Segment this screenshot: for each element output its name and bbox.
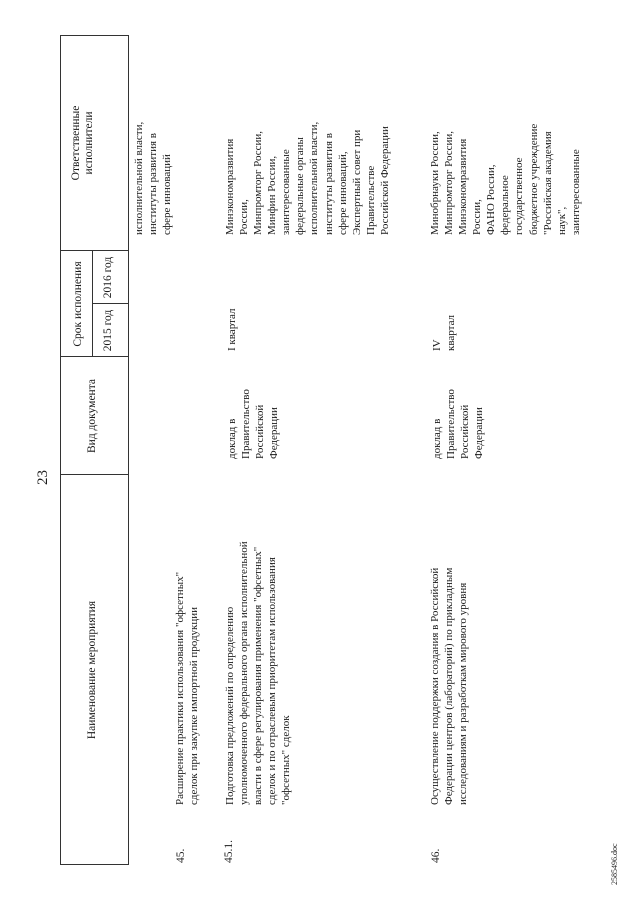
header-responsible-line1: Ответственные (70, 105, 82, 181)
header-doc-type: Вид документа (86, 379, 98, 453)
continued-line: институты развития в (147, 133, 160, 235)
responsible-line: Экспертный совет при (350, 129, 363, 235)
header-name: Наименование мероприятия (86, 600, 98, 740)
row-name-line: власти в сфере регулирования применения "офсетных" (252, 546, 265, 805)
row-name-line: уполномоченного федерального органа исполнительной (238, 541, 251, 805)
doc-type-line: Российской (254, 404, 267, 459)
responsible-line: Минпромторг России, (252, 130, 265, 235)
responsible-line: Минэкономразвития (224, 138, 236, 235)
responsible-line: исполнительной власти, (308, 121, 321, 235)
responsible-line: Минфин России, (266, 155, 279, 235)
header-2015: 2015 год (102, 309, 114, 352)
row-responsible (428, 35, 583, 235)
row-name-line: Подготовка предложений по определению (224, 606, 236, 805)
row-doc-type (225, 359, 281, 459)
row-name-line: "офсетных" сделок (280, 715, 293, 805)
responsible-line: Правительстве (364, 165, 377, 235)
deadline-subheader-rule (92, 251, 93, 357)
footer-file-code: 2585496.doc (610, 843, 619, 885)
row-name-line: Федерации центров (лабораторий) по прикладным (443, 567, 456, 805)
continued-responsible (132, 35, 174, 235)
responsible-line: заинтересованные (280, 149, 293, 235)
header-responsible-line2: исполнители (83, 111, 96, 175)
activities-table (60, 35, 600, 865)
responsible-line: Минобрнауки России, (429, 131, 441, 235)
responsible-line: ФАНО России, (485, 164, 498, 235)
responsible-line: институты развития в (322, 133, 335, 235)
responsible-line: России, (238, 199, 251, 235)
doc-type-line: доклад в (226, 418, 238, 459)
responsible-line: федеральные органы (294, 137, 307, 235)
responsible-line: наук", (555, 206, 568, 235)
responsible-line: Российской Федерации (378, 126, 391, 235)
header-2016: 2016 год (102, 256, 114, 299)
row-deadline-2015: IV квартал (431, 314, 458, 351)
doc-type-line: Российской (459, 404, 472, 459)
row-name (428, 475, 470, 805)
table-top-rule (60, 35, 61, 865)
doc-type-line: Правительство (445, 389, 458, 459)
row-number: 45.1. (223, 840, 235, 863)
row-name (173, 475, 201, 805)
row-responsible (223, 35, 392, 235)
responsible-line: сфере инноваций, (336, 151, 349, 235)
responsible-line: бюджетное учреждение (527, 123, 540, 235)
responsible-line: заинтересованные (569, 149, 582, 235)
responsible-line: Минпромторг России, (443, 130, 456, 235)
row-deadline-2015: I квартал (226, 308, 238, 351)
doc-type-line: Федерации (268, 407, 281, 459)
page-number: 23 (35, 470, 51, 485)
row-doc-type (430, 359, 486, 459)
row-number: 45. (175, 848, 187, 863)
header-bottom-rule (128, 35, 129, 865)
responsible-line: Минэкономразвития (457, 138, 470, 235)
continued-line: исполнительной власти, (133, 121, 145, 235)
responsible-line: "Российская академия (541, 131, 554, 235)
responsible-line: России, (471, 199, 484, 235)
doc-type-line: доклад в (431, 418, 443, 459)
doc-type-line: Правительство (240, 389, 253, 459)
header-deadline: Срок исполнения (72, 261, 84, 347)
header-responsible (70, 35, 96, 251)
continued-line: сфере инноваций (161, 154, 174, 235)
row-name-line: Расширение практики использования "офсетных" (174, 571, 186, 805)
row-number: 46. (430, 848, 442, 863)
row-name-line: сделок и по отраслевым приоритетам использования (266, 557, 279, 805)
responsible-line: федеральное (499, 175, 512, 235)
responsible-line: государственное (513, 157, 526, 235)
row-name (223, 475, 293, 805)
row-name-line: исследованиям и разработкам мирового уровня (457, 582, 470, 805)
row-name-line: Осуществление поддержки создания в Российской (429, 567, 441, 805)
row-name-line: сделок при закупке импортной продукции (188, 606, 201, 805)
doc-type-line: Федерации (473, 407, 486, 459)
